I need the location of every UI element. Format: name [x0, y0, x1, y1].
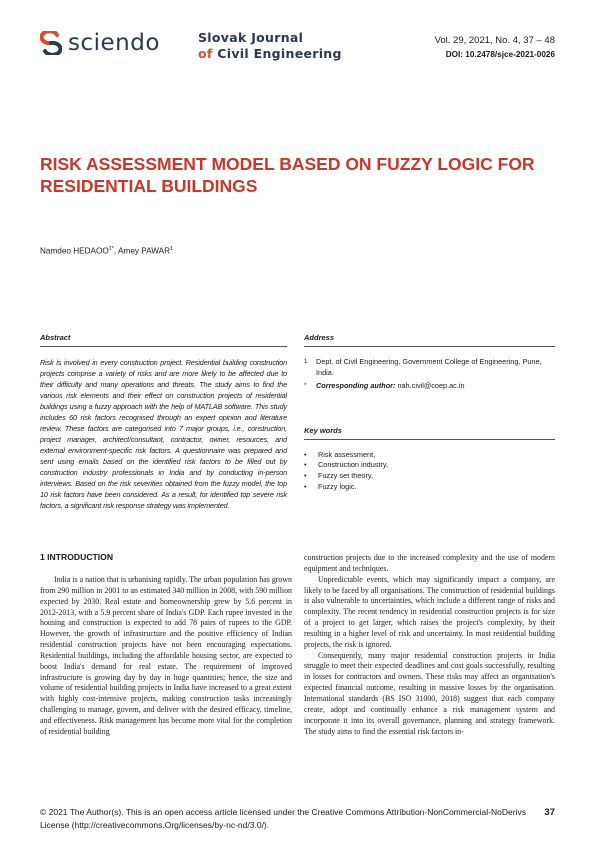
- list-item: [304, 450, 555, 461]
- list-item: [304, 460, 555, 471]
- address-section: [304, 333, 555, 492]
- paragraph: Consequently, many major residential construction projects in India struggle to meet their expected deadlines and cost goals successfully, resulting in losses for contractors and owners. These risks may affect an organisation's expected financial outcome, resulting in massive losses by the organisation. International standards (BS ISO 31000, 2018) suggest that each company create, adopt and continually enhance a risk management system and incorporate it into its overall governance, planning and strategy framework. The study aims to find the essential risk factors in-: [304, 650, 555, 736]
- abstract-section: [40, 333, 287, 511]
- paper-title: RISK ASSESSMENT MODEL BASED ON FUZZY LOGIC FOR RESIDENTIAL BUILDINGS: [40, 154, 535, 196]
- volume-info: [435, 34, 555, 62]
- body-column-right: [304, 553, 555, 737]
- paragraph: Unpredictable events, which may significantly impact a company, are likely to be faced by all organisations. The construction of residential buildings is also vulnerable to uncertainties, which include a different range of risks and complexity. The recent tendency in residential construction projects is for size of a project to get larger, which raises the project's complexity, by their resulting in a higher level of risk and uncertainty. In most residential building projects, the risk is ignored.: [304, 574, 555, 649]
- address-heading: Address: [304, 333, 555, 347]
- corresponding-email[interactable]: nah.civil@coep.ac.in: [397, 381, 465, 390]
- author-2: Amey PAWAR: [118, 246, 171, 256]
- bullet-icon: •: [304, 449, 307, 459]
- sciendo-logo: [40, 30, 160, 56]
- volume-line: Vol. 29, 2021, No. 4, 37 – 48: [434, 35, 555, 46]
- abstract-heading: Abstract: [40, 333, 287, 347]
- journal-line1: Slovak Journal: [198, 30, 304, 45]
- author-list: [40, 246, 173, 256]
- journal-name: [198, 30, 342, 62]
- author-2-affil: 1: [170, 246, 174, 252]
- page-number: 37: [544, 807, 555, 818]
- keywords-list: [304, 450, 555, 493]
- paragraph: construction projects due to the increased complexity and the use of modern equipment and techniques.: [304, 553, 555, 573]
- list-item: [304, 471, 555, 482]
- corresponding-mark: *: [304, 383, 307, 389]
- journal-of: of: [198, 46, 213, 61]
- keywords-section: [304, 426, 555, 493]
- doi-line: DOI: 10.2478/sjce-2021-0026: [445, 50, 555, 59]
- bullet-icon: •: [304, 481, 307, 491]
- bullet-icon: •: [304, 470, 307, 480]
- sciendo-s-icon: [40, 31, 62, 55]
- license-notice: © 2021 The Author(s). This is an open access article licensed under the Creative Commons Attribution-NonCommercial-NoDerivs License (http://creativecommons.Org/licenses/by-nc-nd/3.0/).: [40, 807, 526, 830]
- affiliation: [304, 357, 555, 378]
- logo-text: sciendo: [68, 30, 160, 56]
- abstract-text: Risk is involved in every construction project. Residential building construction projects comprise a variety of risks and are more likely to be affected due to their difficulty and many operations and threats. The study aims to find the various risk elements and their effect on construction projects of residential buildings using a fuzzy approach with the help of MATLAB software. This study includes 60 risk factors recognised through an expert opinion and literature review. These factors are categorised into 7 major groups, i.e., construction, project manager, architect/consultant, contractor, owner, resources, and external environment-specific risk factors. A questionnaire was prepared and sent using emails based on the identified risk factors to be filled out by construction industry professionals in India and by conducting in-person interviews. Based on the risk severities obtained from the fuzzy model, the top 10 risk factors have been considered. As a result, for identified top severe risk factors, a significant risk response strategy was implemented.: [40, 358, 287, 510]
- bullet-icon: •: [304, 460, 307, 470]
- introduction-heading: 1 INTRODUCTION: [40, 552, 114, 562]
- author-1-affil: 1*: [108, 246, 114, 252]
- body-column-left: [40, 575, 292, 738]
- affiliation-text: Dept. of Civil Engineering, Government College of Engineering, Pune, India.: [316, 357, 542, 377]
- keyword: Construction industry,: [318, 460, 389, 470]
- keyword: Risk assessment,: [318, 449, 376, 459]
- corresponding-author: [304, 381, 555, 392]
- list-item: [304, 482, 555, 493]
- page-header: [40, 28, 555, 68]
- corresponding-label: Corresponding author:: [316, 381, 396, 390]
- author-1: Namdeo HEDAOO: [40, 246, 109, 256]
- paragraph: India is a nation that is urbanising rapidly. The urban population has grown from 290 million in 2001 to an estimated 340 million in 2008, with 590 million expected by 2030. Real estate and homeownership grew by 5.6 percent in 2012-2013, with a 5.9 percent share of India's GDP. Each rupee invested in the housing and construction is expected to add 78 pairs of rupees to the GDP. However, the growth of infrastructure and the positive efficiency of Indian residential construction projects have not been encouraging expectations. Residential buildings, including the affordable housing sector, are expected to boost India's demand for real estate. The requirement of improved infrastructure is growing day by day in huge quantities; hence, the size and volume of residential building projects in India have increased to a great extent with highly cost-intensive projects, making construction tasks increasingly challenging to manage, govern, and deliver with the desired efficacy, timeline, and effectiveness. Risk management has become more vital for the completion of residential building: [40, 575, 292, 736]
- author-separator: ,: [113, 246, 119, 256]
- keyword: Fuzzy set theory,: [318, 470, 374, 480]
- journal-line2: Civil Engineering: [217, 46, 342, 61]
- keywords-heading: Key words: [304, 426, 555, 440]
- affiliation-mark: 1: [304, 359, 308, 365]
- keyword: Fuzzy logic.: [318, 481, 357, 491]
